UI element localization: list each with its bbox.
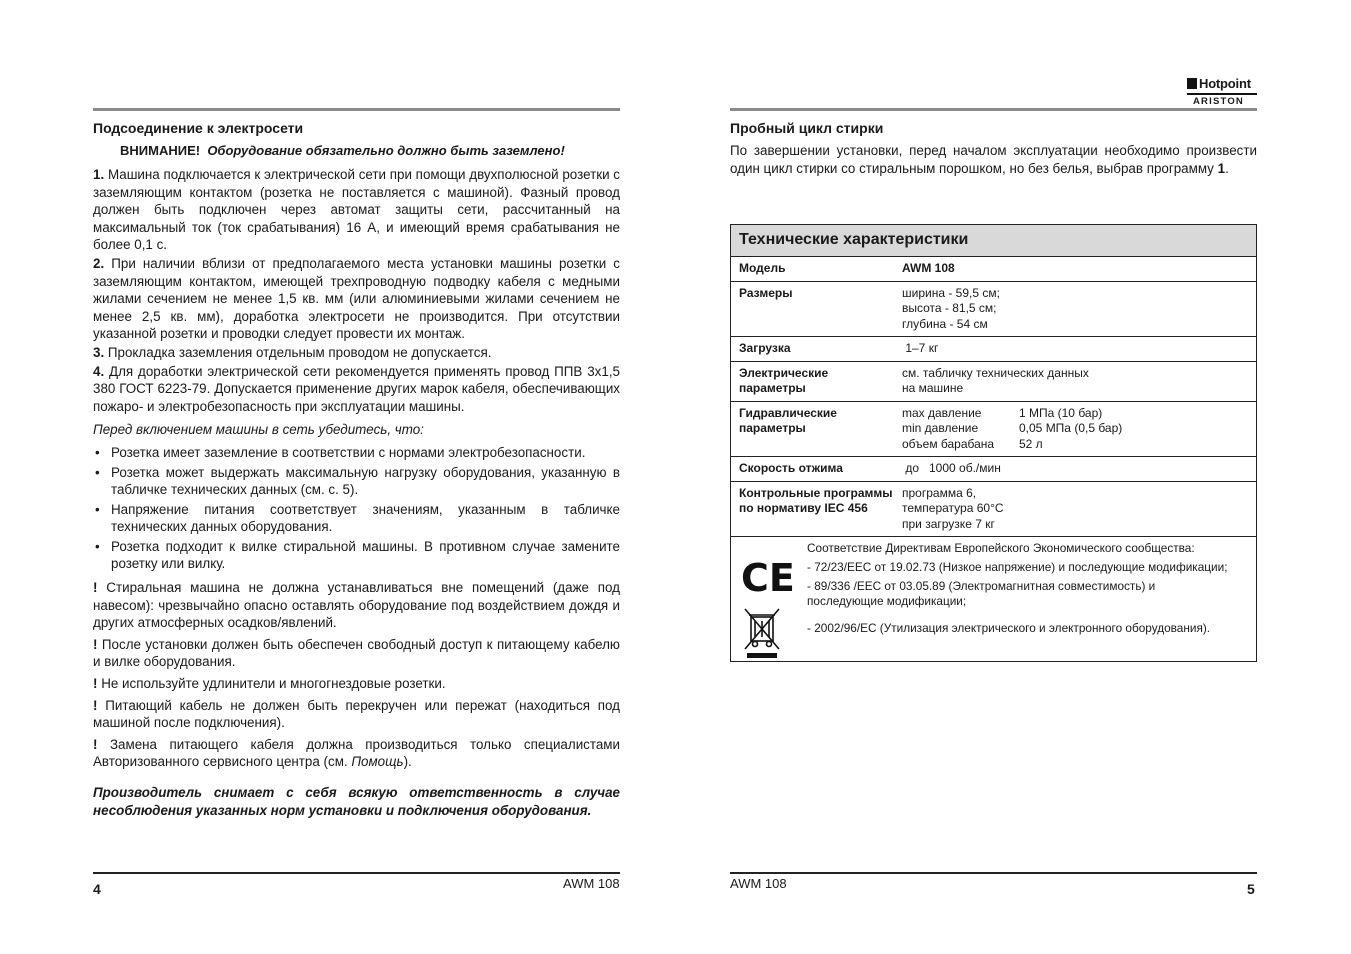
compliance-line: - 89/336 /EEC от 03.05.89 (Электромагнитная совместимость) и последующие модификации;	[807, 579, 1156, 608]
left-footer-rule	[93, 872, 620, 874]
spec-row-control	[731, 482, 1256, 538]
item-4-num: 4.	[93, 363, 105, 379]
spec-label: Модель	[739, 261, 786, 275]
ce-mark-text: CE	[741, 556, 795, 600]
logo-divider	[1187, 93, 1257, 95]
hyd-value: 52 л	[1019, 436, 1043, 451]
item-3-text: Прокладка заземления отдельным проводом не допускается.	[107, 344, 492, 360]
check-item: • Напряжение питания соответствует значениям, указанным в табличке технических данных оборудования.	[93, 501, 620, 536]
check-item: • Розетка подходит к вилке стиральной машины. В противном случае замените розетку или вилку.	[93, 538, 620, 573]
item-3-num: 3.	[93, 344, 105, 360]
warning-text: Оборудование обязательно должно быть заземлено!	[207, 143, 565, 158]
note-2-text: После установки должен быть обеспечен свободный доступ к питающему кабелю и вилке оборудования.	[93, 636, 620, 670]
right-model-label: AWM 108	[730, 876, 787, 891]
brand-logo-ariston: ARISTON	[1193, 96, 1244, 107]
brand-line1: Hotpoint	[1199, 76, 1251, 91]
elec-line: см. табличку технических данных	[902, 365, 1089, 380]
spec-value: 1–7 кг	[902, 341, 939, 355]
size-depth: глубина - 54 см	[902, 316, 988, 331]
spec-label: Электрические параметры	[739, 365, 829, 395]
check-item: • Розетка может выдержать максимальную нагрузку оборудования, указанную в табличке технических данных (см. с. 5).	[93, 464, 620, 499]
hyd-line	[902, 406, 1256, 422]
left-section-title: Подсоединение к электросети	[93, 120, 304, 136]
hotpoint-logo-icon	[1187, 78, 1197, 89]
spec-label: Размеры	[739, 285, 793, 300]
spec-label: Контрольные программы по нормативу IEC 456	[739, 485, 893, 515]
check-item: • Розетка имеет заземление в соответствии с нормами электробезопасности.	[93, 444, 620, 462]
item-2-text: При наличии вблизи от предполагаемого места установки машины розетки с заземляющим контактом, имеющей трехпроводную подводку кабеля с медными жилами сечением не менее 1,5 кв. мм (или алюминиевыми жилами сечением не менее 2,5 кв. мм), доработка электросети не производится. При отсутствии указанной розетки и проводки следует провести их монтаж.	[93, 255, 620, 342]
note-mark: !	[93, 636, 98, 652]
spec-row-size	[731, 282, 1256, 338]
hyd-value: 0,05 МПа (0,5 бар)	[1019, 421, 1123, 435]
ctrl-line: программа 6,	[902, 485, 977, 500]
help-reference: Помощь	[351, 754, 404, 770]
note-5	[93, 736, 620, 771]
size-height: высота - 81,5 см;	[902, 301, 997, 315]
note-5-text: Замена питающего кабеля должна производиться только специалистами Авторизованного сервисного центра (см.	[93, 736, 620, 770]
right-section-title: Пробный цикл стирки	[730, 120, 884, 136]
note-1	[93, 579, 620, 632]
size-width: ширина - 59,5 см;	[902, 285, 1000, 300]
elec-line: на машине	[902, 381, 964, 395]
compliance-line: - 72/23/EEC от 19.02.73 (Низкое напряжение) и последующие модификации;	[807, 560, 1228, 574]
item-4	[93, 363, 620, 416]
right-page-number: 5	[1247, 881, 1255, 897]
spec-value	[902, 282, 1256, 337]
spec-label: Скорость отжима	[739, 461, 843, 475]
spec-row-load	[731, 337, 1256, 362]
test-cycle-body: По завершении установки, перед началом эксплуатации необходимо произвести один цикл стирки со стиральным порошком, но без белья, выбрав программу	[730, 143, 1257, 176]
item-2	[93, 255, 620, 343]
note-3	[93, 675, 620, 693]
compliance-line: - 2002/96/EC (Утилизация электрического и электронного оборудования).	[807, 621, 1211, 635]
note-mark: !	[93, 697, 98, 713]
spec-value: до 1000 об./мин	[902, 461, 1001, 475]
spec-row-spin	[731, 457, 1256, 482]
spec-row-compliance	[731, 537, 1256, 661]
item-2-num: 2.	[93, 255, 105, 271]
spec-label: Гидравлические параметры	[739, 405, 837, 435]
left-model-label: AWM 108	[563, 876, 620, 891]
hyd-value: 1 МПа (10 бар)	[1019, 405, 1103, 420]
note-mark: !	[93, 676, 98, 692]
spec-label: Загрузка	[739, 341, 791, 355]
spec-row-hydraulic	[731, 402, 1256, 458]
check-list	[93, 444, 620, 573]
note-5-tail: ).	[403, 754, 412, 770]
spec-table	[730, 224, 1257, 662]
hyd-line	[902, 437, 1256, 453]
test-cycle-text	[730, 142, 1257, 177]
ctrl-line: температура 60°С	[902, 501, 1004, 515]
item-3	[93, 344, 620, 362]
item-4-text: Для доработки электрической сети рекомендуется применять провод ППВ 3х1,5 380 ГОСТ 6223-79. Допускается применение других марок кабеля, обеспечивающих пожаро- и электробезопасность при эксплуатации машины.	[93, 363, 620, 414]
left-body	[93, 166, 620, 833]
item-1-num: 1.	[93, 167, 105, 182]
right-footer-rule	[730, 872, 1257, 874]
note-1-text: Стиральная машина не должна устанавливаться вне помещений (даже под навесом): чрезвычайно опасно оставлять оборудование под воздействием дождя и других атмосферных осадков/явлений.	[93, 580, 620, 631]
check-intro: Перед включением машины в сеть убедитесь, что:	[93, 422, 424, 438]
compliance-line: Соответствие Директивам Европейского Экономического сообщества:	[807, 541, 1195, 555]
spec-value	[902, 362, 1256, 401]
item-1	[93, 166, 620, 254]
note-4-text: Питающий кабель не должен быть перекручен или пережат (находиться под машиной после подключения).	[93, 697, 620, 731]
test-cycle-tail: .	[1225, 160, 1229, 176]
right-top-rule	[730, 108, 1257, 111]
spec-row-model	[731, 257, 1256, 282]
program-number: 1	[1217, 160, 1226, 176]
wheelie-bin-icon	[745, 609, 779, 649]
spec-value: AWM 108	[902, 261, 955, 275]
hyd-line	[902, 421, 1256, 437]
note-mark: !	[93, 580, 98, 596]
compliance-text	[807, 541, 1259, 640]
spec-row-electric	[731, 362, 1256, 402]
disclaimer: Производитель снимает с себя всякую ответственность в случае несоблюдения указанных норм установки и подключения оборудования.	[93, 785, 620, 818]
warning-label: ВНИМАНИЕ!	[120, 143, 201, 158]
spec-table-title: Технические характеристики	[731, 225, 1256, 257]
item-1-text: Машина подключается к электрической сети при помощи двухполюсной розетки с заземляющим контактом (розетка не поставляется с машиной). Фазный провод должен быть подключен через автомат защиты сети, рассчитанный на максимальный ток (ток срабатывания) 16 А, и имеющий время срабатывания не более 0,1 с.	[93, 167, 620, 253]
left-top-rule	[93, 108, 620, 111]
hyd-key: объем барабана	[902, 436, 995, 451]
ce-mark-icon	[739, 553, 799, 661]
warning-line	[120, 143, 565, 158]
note-mark: !	[93, 736, 98, 752]
note-4	[93, 697, 620, 732]
note-3-text: Не используйте удлинители и многогнездовые розетки.	[101, 676, 446, 692]
brand-logo-hotpoint	[1187, 76, 1251, 91]
ctrl-line: при загрузке 7 кг	[902, 516, 995, 531]
spec-value	[902, 402, 1256, 457]
hyd-key: min давление	[902, 421, 979, 435]
hyd-key: max давление	[902, 405, 982, 420]
spec-value	[902, 482, 1256, 537]
note-2	[93, 636, 620, 671]
left-page-number: 4	[93, 881, 101, 897]
